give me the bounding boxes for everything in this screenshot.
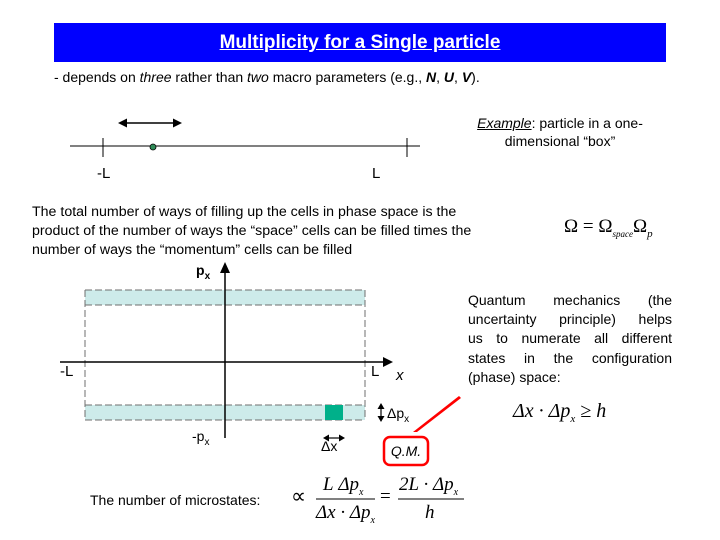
box-label-right: L <box>372 165 381 182</box>
qm-text-line-2: uncertainty principle) helps <box>468 311 672 328</box>
box-label-left: -L <box>97 165 111 182</box>
qm-text-line-1: Quantum mechanics (the <box>468 292 672 308</box>
microstates-label: The number of microstates: <box>90 492 261 508</box>
delta-x-label: Δx <box>321 438 338 454</box>
qm-paragraph <box>468 291 672 387</box>
denominator-1 <box>316 502 375 526</box>
num2-sub: x <box>453 486 459 498</box>
equals-sign: = <box>380 486 391 507</box>
slide-title-text: Multiplicity for a Single particle <box>219 32 501 53</box>
example-line1: : particle in a one- <box>531 115 643 131</box>
num1-L: L <box>323 474 334 495</box>
omega-lhs: Ω <box>564 216 579 237</box>
qm-text-line-4: states in the configuration <box>468 349 672 366</box>
num1-sub: x <box>358 486 364 498</box>
phase-space-paragraph <box>32 203 471 260</box>
phase-cell <box>325 405 343 420</box>
px-axis-label: $p_x$ <box>196 262 211 282</box>
phase-text-line-2: product of the number of ways the “space” cells can be filled times the <box>32 223 472 239</box>
intro-N: N <box>426 69 437 85</box>
qm-callout-text: Q.M. <box>390 443 422 459</box>
uncertainty-sub: x <box>570 413 576 425</box>
intro-end: ). <box>471 69 480 85</box>
phase-label-minus-L: -L <box>60 363 74 380</box>
omega-space-sub: space <box>612 228 633 239</box>
delta-px-arrow <box>378 403 385 422</box>
uncertainty-relation <box>513 400 606 425</box>
phase-text-line-3: number of ways the “momentum” cells can be filled <box>32 242 353 258</box>
omega-formula <box>564 216 653 240</box>
intro-line: - depends on three rather than two macro parameters (e.g., N, U, V). <box>54 69 480 85</box>
x-axis-label: x <box>396 367 404 384</box>
den1-text: Δx · Δp <box>316 502 371 523</box>
particle-dot <box>150 144 156 150</box>
particle-motion-arrow <box>118 119 182 128</box>
example-line2: dimensional “box” <box>504 133 616 149</box>
numerator-2 <box>399 474 458 498</box>
px-axis-arrowhead <box>220 262 230 273</box>
phase-label-L: L <box>371 363 380 380</box>
denominator-2: h <box>425 502 435 523</box>
intro-suffix: macro parameters (e.g., <box>268 69 427 85</box>
omega-space: Ω <box>598 216 613 237</box>
propto-symbol: ∝ <box>291 484 307 508</box>
minus-px-label: $-p_x$ <box>192 428 210 448</box>
intro-two: two <box>247 69 269 85</box>
intro-V: V <box>461 69 472 85</box>
delta-px-label: $\Delta p_x$ <box>387 405 410 425</box>
uncertainty-rhs: ≥ h <box>575 400 607 422</box>
qm-text-line-5: (phase) space: <box>468 368 561 385</box>
intro-U: U <box>443 69 455 85</box>
den1-sub: x <box>370 514 375 526</box>
intro-three: three <box>139 69 172 85</box>
qm-text-line-3: us to numerate all different <box>468 330 672 347</box>
example-label: Example <box>477 115 532 131</box>
numerator-1 <box>323 474 363 498</box>
intro-prefix: - depends on <box>54 69 140 85</box>
num2-text: 2L · Δp <box>399 474 454 495</box>
omega-eq: = <box>578 216 599 237</box>
uncertainty-lhs: Δx · Δp <box>513 400 571 422</box>
omega-p: Ω <box>632 216 648 237</box>
intro-middle: rather than <box>171 69 248 85</box>
num1-dp: Δp <box>338 474 359 495</box>
phase-text-line-1: The total number of ways of filling up the cells in phase space is the <box>32 204 457 220</box>
x-axis-arrowhead <box>383 357 393 367</box>
qm-callout-pointer <box>413 396 461 432</box>
omega-p-sub: p <box>647 227 653 240</box>
